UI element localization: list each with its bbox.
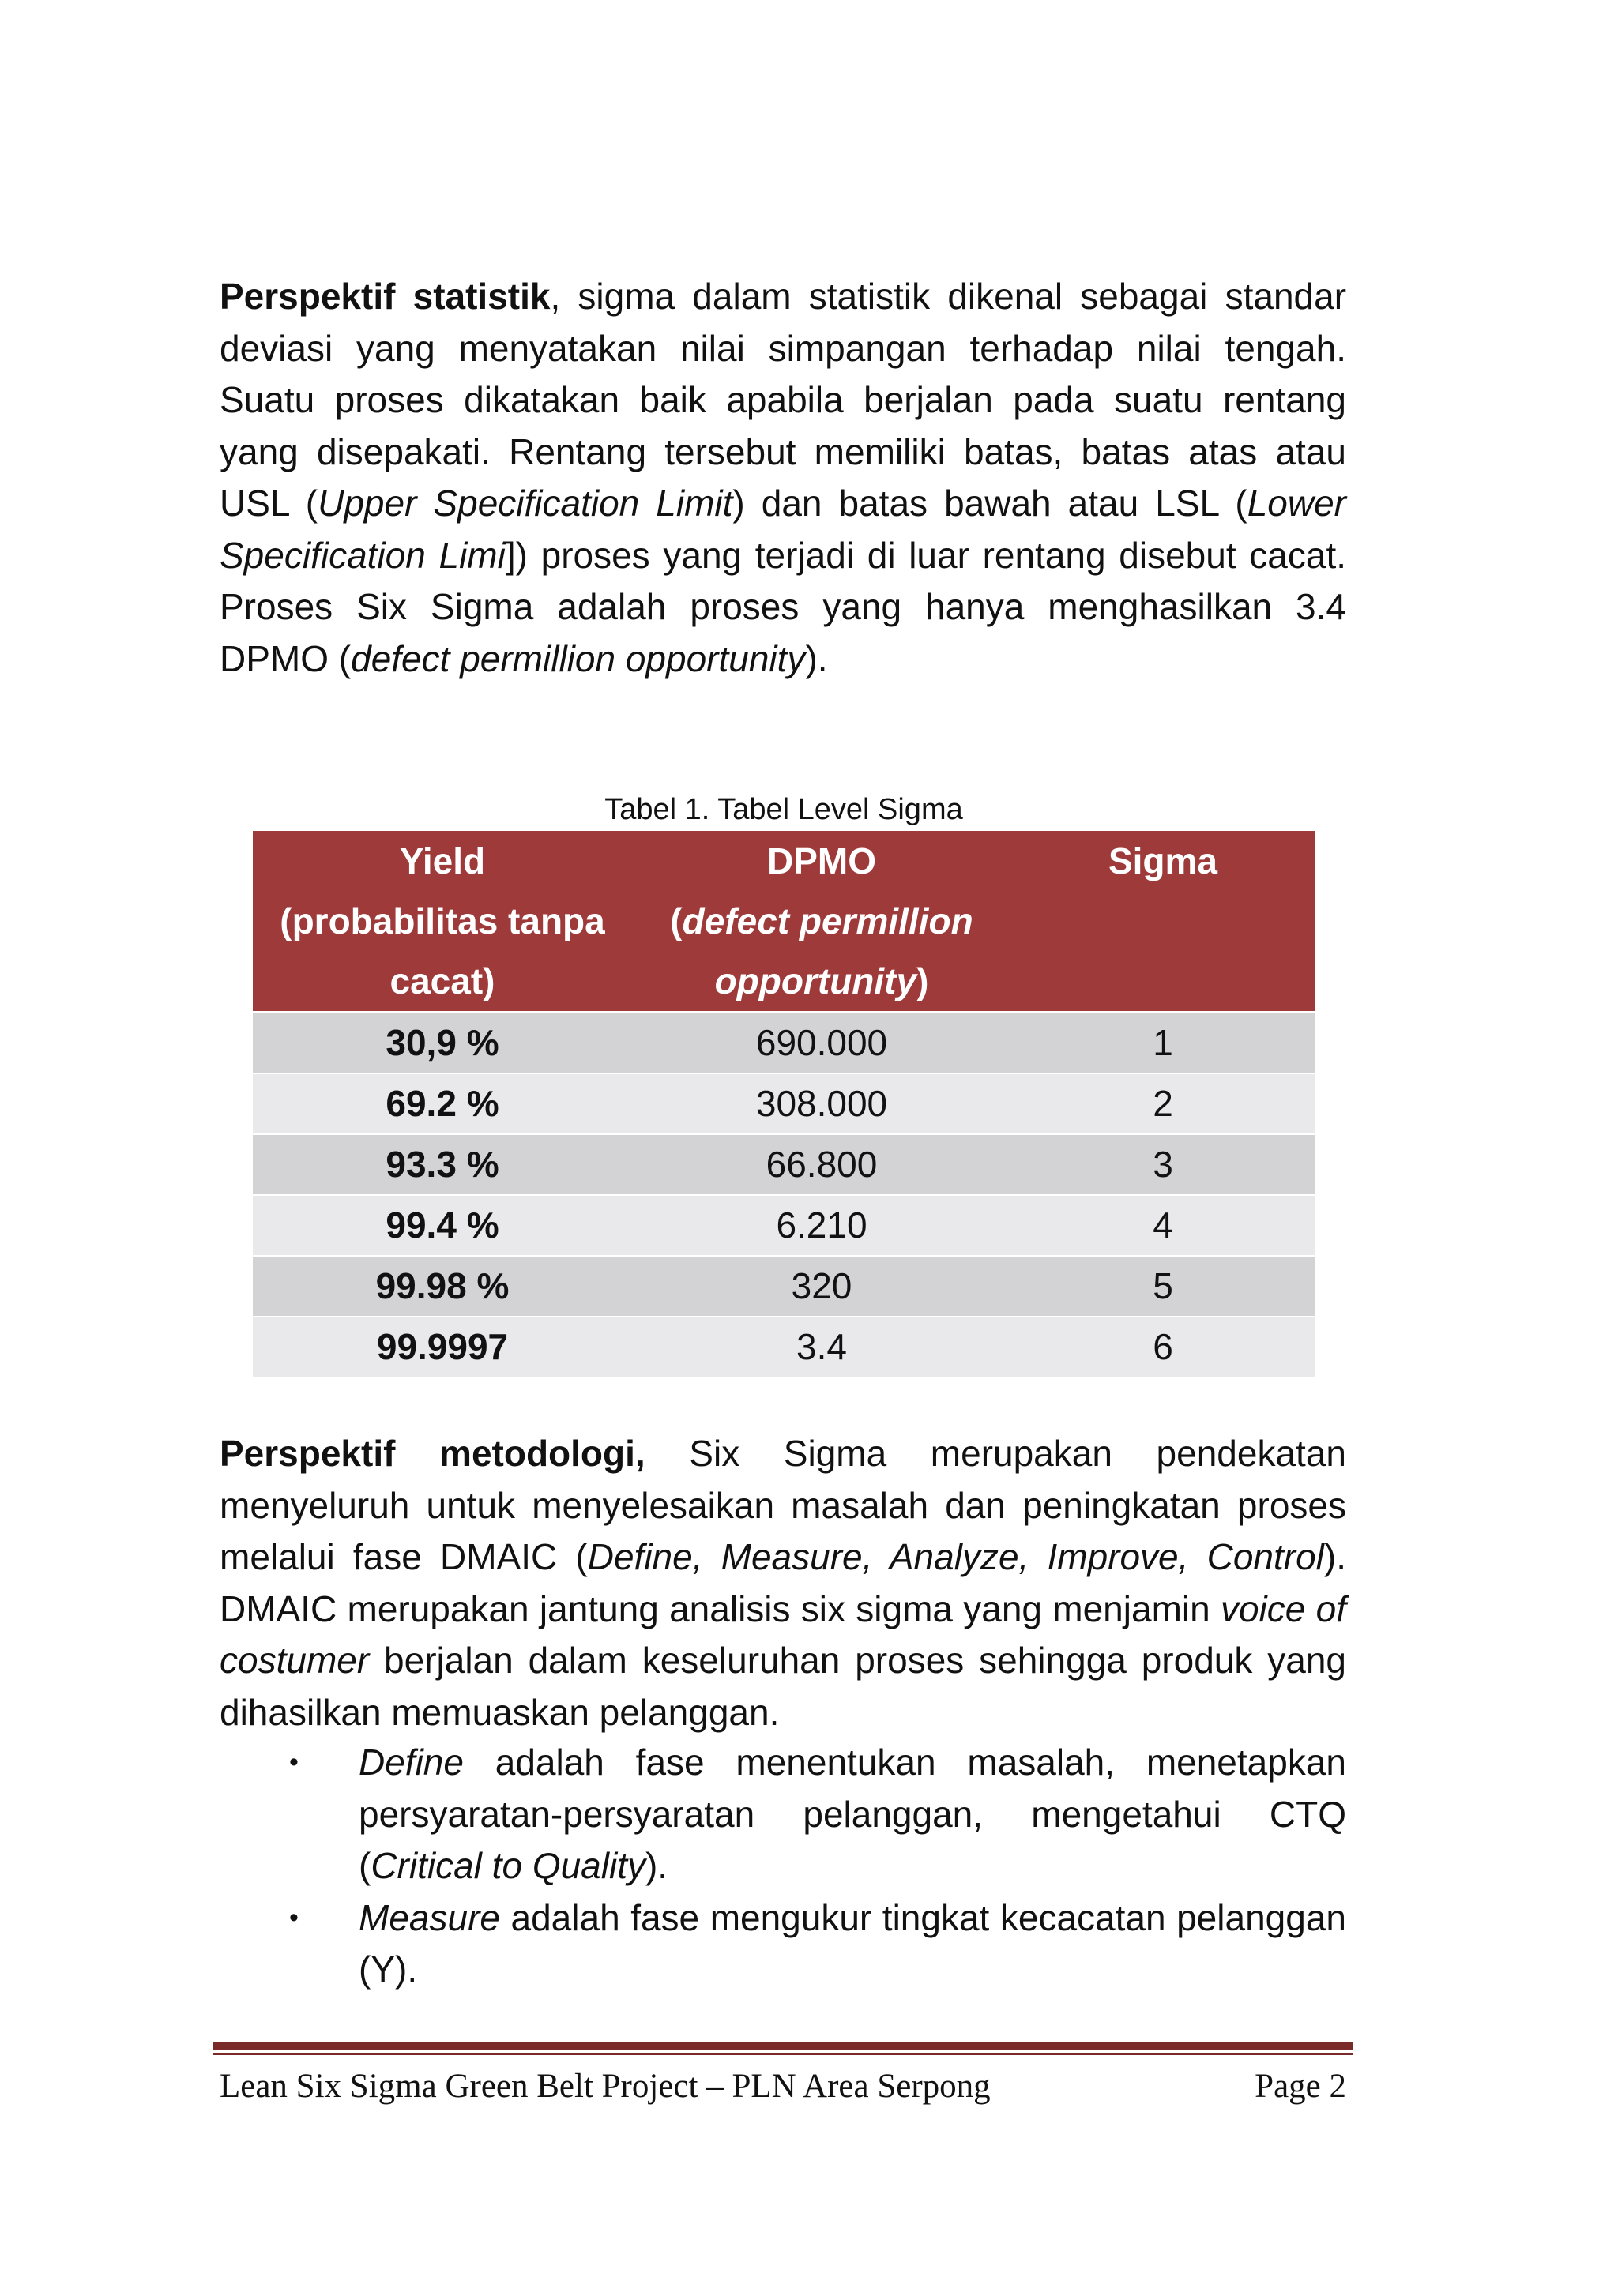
dmaic-bullet-list bbox=[220, 1737, 1346, 1996]
cell-dpmo: 320 bbox=[632, 1256, 1011, 1317]
list-item-text: adalah fase mengukur tingkat kecacatan pelanggan (Y). bbox=[359, 1896, 1346, 1990]
bullet-icon: • bbox=[289, 1902, 299, 1933]
footer-title: Lean Six Sigma Green Belt Project – PLN Area Serpong bbox=[220, 2068, 991, 2105]
header-dpmo-paren: ) bbox=[916, 960, 929, 1001]
cell-yield: 99.98 % bbox=[253, 1256, 632, 1317]
paragraph-text: berjalan dalam keseluruhan proses sehingga produk yang dihasilkan memuaskan pelanggan. bbox=[220, 1640, 1346, 1733]
sigma-level-table bbox=[253, 831, 1315, 1377]
list-item bbox=[220, 1892, 1346, 1996]
cell-sigma: 2 bbox=[1011, 1073, 1315, 1134]
table-row bbox=[253, 1134, 1315, 1195]
paragraph-text: ]) proses yang terjadi di luar rentang disebut cacat. Proses Six Sigma adalah proses yang hanya menghasilkan 3.4 DPMO ( bbox=[220, 534, 1347, 679]
paragraph-text: , sigma dalam statistik dikenal sebagai standar deviasi yang menyatakan nilai simpangan terhadap nilai tengah. Suatu proses dikatakan baik apabila berjalan pada suatu rentang yang disepakati. Rentang tersebut memiliki batas, batas atas atau USL ( bbox=[220, 276, 1347, 524]
bullet-icon: • bbox=[289, 1747, 299, 1777]
cell-dpmo: 690.000 bbox=[632, 1013, 1011, 1074]
cell-yield: 93.3 % bbox=[253, 1134, 632, 1195]
header-yield-line: cacat) bbox=[389, 960, 495, 1001]
header-dpmo-paren: ( bbox=[670, 900, 683, 941]
header-dpmo bbox=[632, 831, 1011, 1013]
cell-yield: 99.4 % bbox=[253, 1195, 632, 1256]
cell-sigma: 6 bbox=[1011, 1317, 1315, 1377]
list-item-text: ). bbox=[645, 1845, 668, 1886]
header-dpmo-italic: opportunity bbox=[714, 960, 917, 1001]
header-dpmo-line bbox=[632, 951, 1011, 1011]
list-item-italic: Critical to Quality bbox=[371, 1845, 645, 1886]
header-sigma bbox=[1011, 831, 1315, 1013]
header-dpmo-italic: defect permillion bbox=[682, 900, 973, 941]
table-row bbox=[253, 1073, 1315, 1134]
footer-divider bbox=[213, 2042, 1353, 2050]
header-sigma-line: Sigma bbox=[1108, 840, 1218, 881]
cell-dpmo: 3.4 bbox=[632, 1317, 1011, 1377]
paragraph-statistical-perspective bbox=[220, 271, 1346, 685]
table-row bbox=[253, 1195, 1315, 1256]
cell-dpmo: 6.210 bbox=[632, 1195, 1011, 1256]
cell-sigma: 3 bbox=[1011, 1134, 1315, 1195]
paragraph-italic: voice of costumer bbox=[220, 1588, 1346, 1681]
list-item-text: adalah fase menentukan masalah, menetapkan persyaratan-persyaratan pelanggan, mengetahui CTQ ( bbox=[359, 1742, 1346, 1886]
paragraph-italic: defect permillion opportunity bbox=[351, 637, 806, 679]
cell-sigma: 5 bbox=[1011, 1256, 1315, 1317]
cell-dpmo: 66.800 bbox=[632, 1134, 1011, 1195]
page-number: Page 2 bbox=[1255, 2068, 1346, 2105]
header-yield bbox=[253, 831, 632, 1013]
header-dpmo-line: DPMO bbox=[767, 840, 876, 881]
paragraph-text: Six Sigma merupakan pendekatan menyeluruh untuk menyelesaikan masalah dan peningkatan proses melalui fase DMAIC ( bbox=[220, 1433, 1346, 1577]
cell-yield: 69.2 % bbox=[253, 1073, 632, 1134]
footer-divider bbox=[213, 2053, 1353, 2055]
cell-sigma: 1 bbox=[1011, 1013, 1315, 1074]
paragraph-text: ) dan batas bawah atau LSL ( bbox=[732, 483, 1247, 524]
paragraph-text: ). DMAIC merupakan jantung analisis six sigma yang menjamin bbox=[220, 1536, 1346, 1629]
list-item bbox=[220, 1737, 1346, 1892]
table-header-row bbox=[253, 831, 1315, 1013]
table-row bbox=[253, 1013, 1315, 1074]
cell-yield: 99.9997 bbox=[253, 1317, 632, 1377]
paragraph-lead: Perspektif metodologi, bbox=[220, 1433, 645, 1474]
header-yield-line: Yield bbox=[399, 840, 486, 881]
paragraph-lead: Perspektif statistik bbox=[220, 276, 551, 317]
table-row bbox=[253, 1317, 1315, 1377]
paragraph-italic: Define, Measure, Analyze, Improve, Control bbox=[587, 1536, 1324, 1577]
cell-yield: 30,9 % bbox=[253, 1013, 632, 1074]
header-dpmo-line bbox=[632, 891, 1011, 951]
paragraph-text: ). bbox=[805, 637, 828, 679]
cell-sigma: 4 bbox=[1011, 1195, 1315, 1256]
table-caption: Tabel 1. Tabel Level Sigma bbox=[604, 793, 963, 826]
list-item-term: Measure bbox=[359, 1896, 500, 1938]
header-yield-line: (probabilitas tanpa bbox=[280, 900, 605, 941]
table-row bbox=[253, 1256, 1315, 1317]
paragraph-methodology-perspective bbox=[220, 1428, 1346, 1738]
paragraph-italic: Upper Specification Limit bbox=[318, 483, 733, 524]
list-item-term: Define bbox=[359, 1742, 464, 1783]
cell-dpmo: 308.000 bbox=[632, 1073, 1011, 1134]
paragraph-italic: Lower Specification Limi bbox=[220, 483, 1346, 576]
